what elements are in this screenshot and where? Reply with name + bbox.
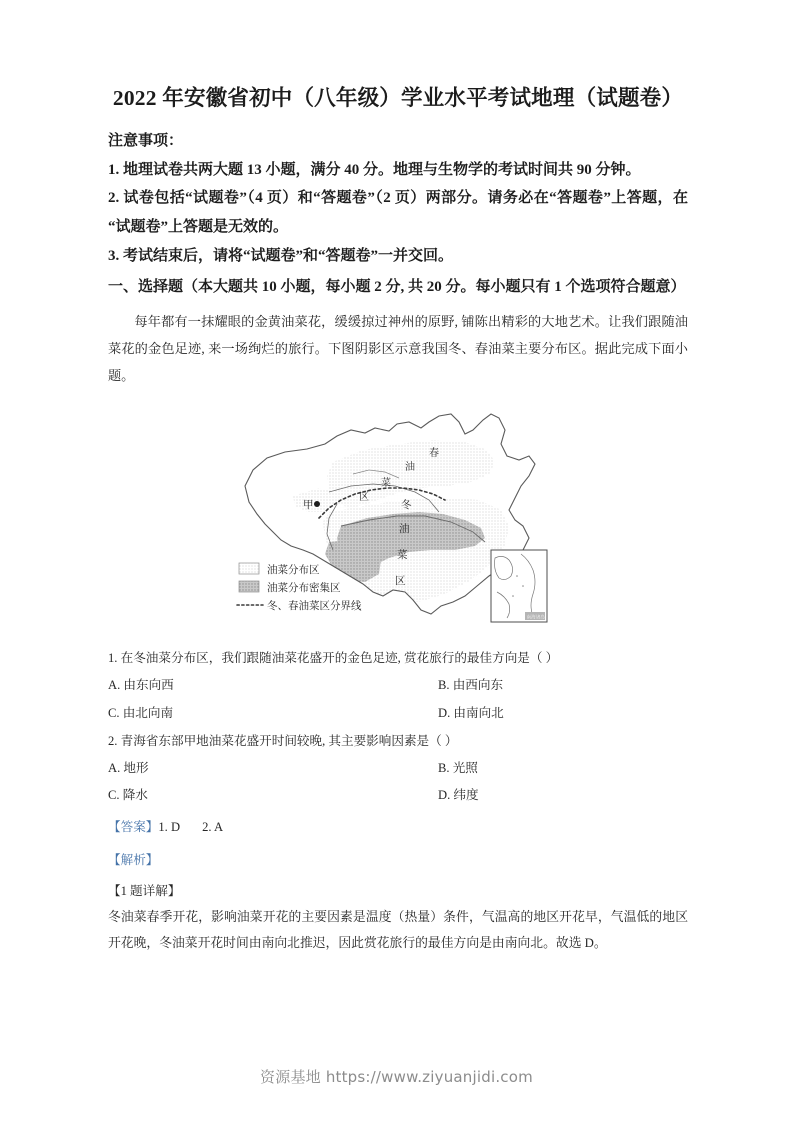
svg-text:油: 油 [399, 523, 410, 535]
question-1-text: 1. 在冬油菜分布区，我们跟随油菜花盛开的金色足迹, 赏花旅行的最佳方向是（ ） [108, 650, 559, 665]
question-2-option-c[interactable]: C. 降水 [108, 788, 148, 803]
question-1-option-a[interactable]: A. 由东向西 [108, 678, 174, 693]
answer-tag: 【答案】 [108, 820, 159, 835]
detail-heading-q1: 【1 题详解】 [108, 883, 181, 898]
question-2-options-row-2 [108, 785, 688, 805]
inset-map-south-china-sea [491, 550, 547, 622]
legend-swatch-dark [239, 581, 259, 592]
question-group-stem: 每年都有一抹耀眼的金黄油菜花，缓缓掠过神州的原野, 铺陈出精彩的大地艺术。让我们跟随油菜花的金色足迹, 来一场绚烂的旅行。下图阴影区示意我国冬、春油菜主要分布区。据此完成下面小题。 [108, 313, 688, 384]
legend-swatch-light [239, 563, 259, 574]
question-1-option-d[interactable]: D. 由南向北 [438, 705, 504, 720]
footer-watermark: 资源基地 https://www.ziyuanjidi.com [260, 1068, 533, 1086]
question-2-option-d[interactable]: D. 纬度 [438, 788, 479, 803]
question-2-option-b[interactable]: B. 光照 [438, 761, 478, 776]
notice-heading: 注意事项： [108, 133, 184, 150]
question-2-options-row-1 [108, 758, 688, 778]
svg-text:冬: 冬 [401, 499, 412, 511]
map-canvas [233, 400, 563, 640]
legend-label-divider: 冬、春油菜区分界线 [267, 600, 362, 612]
svg-text:油: 油 [405, 461, 415, 473]
question-1-options-row-1 [108, 675, 688, 695]
question-1-options-row-2 [108, 703, 688, 723]
notice-item-3: 3. 考试结束后，请将“试题卷”和“答题卷”一并交回。 [108, 247, 454, 264]
svg-text:菜: 菜 [381, 477, 391, 489]
answer-item-2: 2. A [202, 820, 224, 835]
question-2-text: 2. 青海省东部甲地油菜花盛开时间较晚, 其主要影响因素是（ ） [108, 733, 458, 748]
analysis-line [108, 850, 688, 870]
svg-text:区: 区 [395, 575, 406, 587]
page-title: 2022 年安徽省初中（八年级）学业水平考试地理（试题卷） [112, 86, 684, 110]
answer-line [108, 817, 688, 837]
question-2-option-a[interactable]: A. 地形 [108, 761, 149, 776]
notice-item-1: 1. 地理试卷共两大题 13 小题，满分 40 分。地理与生物学的考试时间共 90 分钟。 [108, 161, 641, 178]
svg-text:菜: 菜 [397, 549, 408, 561]
answer-item-1: 1. D [158, 820, 181, 835]
svg-text:区: 区 [359, 491, 369, 503]
question-1-option-b[interactable]: B. 由西向东 [438, 678, 504, 693]
question-1-option-c[interactable]: C. 由北向南 [108, 705, 174, 720]
legend-label-light: 油菜分布区 [267, 564, 320, 576]
zone-spring-light [327, 440, 495, 508]
detail-body-q1: 冬油菜春季开花，影响油菜开花的主要因素是温度（热量）条件，气温高的地区开花早，气温低的地区开花晚，冬油菜开花时间由南向北推迟，因此赏花旅行的最佳方向是由南向北。故选 D。 [108, 909, 688, 950]
page-content [108, 84, 688, 957]
inset-map-note: 南海诸岛 [526, 614, 545, 620]
point-marker-jia-dot [314, 501, 320, 507]
section-heading-multiple-choice: 一、选择题（本大题共 10 小题，每小题 2 分, 共 20 分。每小题只有 1 个选项符合题意） [108, 278, 686, 295]
legend-label-dark: 油菜分布密集区 [267, 582, 341, 594]
notice-item-2: 2. 试卷包括“试题卷”（4 页）和“答题卷”（2 页）两部分。请务必在“答题卷”上答题，在“试题卷”上答题是无效的。 [108, 190, 688, 236]
analysis-tag: 【解析】 [108, 852, 159, 867]
point-marker-jia-label: 甲 [303, 499, 314, 511]
figure-rapeseed-distribution-map [108, 400, 688, 640]
svg-text:春: 春 [429, 447, 439, 459]
